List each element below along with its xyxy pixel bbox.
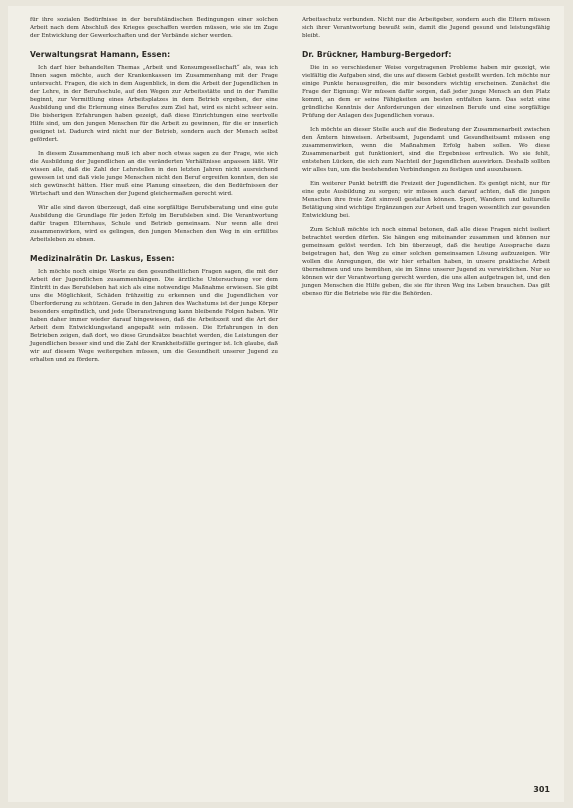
section-heading-hamann: Verwaltungsrat Hamann, Essen: xyxy=(30,50,171,59)
left-intro-paragraph: für ihre sozialen Bedürfnisse in der berufständischen Bedingungen einer solchen Arbeit nach dem Abschluß des Krieges geschaffen werden müssen, wie sie im Zuge der Entwicklung der Gewerkschaften und der Verbände sicher werden. xyxy=(30,17,278,39)
right-column xyxy=(302,16,550,304)
paragraph: Ein weiterer Punkt betrifft die Freizeit der Jugendlichen. Es genügt nicht, nur für eine gute Ausbildung zu sorgen; wir müssen auch darauf achten, daß die jungen Menschen ihre freie Zeit sinnvoll gestalten können. Sport, Wandern und kulturelle Betätigung sind wichtige Ergänzungen zur Arbeit und tragen wesentlich zur gesunden Entwicklung bei. xyxy=(302,181,550,219)
paragraph: Ich möchte noch einige Worte zu den gesundheitlichen Fragen sagen, die mit der Arbeit der Jugendlichen zusammenhängen. Die ärztliche Untersuchung vor dem Eintritt in das Berufsleben hat sich als eine notwendige Maßnahme erwiesen. Sie gibt uns die Möglichkeit, Schäden frühzeitig zu erkennen und die Jugendlichen vor Überforderung zu schützen. Gerade in den Jahren des Wachstums ist der junge Körper besonders empfindlich, und jede Überanstrengung kann bleibende Folgen haben. Wir haben daher immer wieder darauf hingewiesen, daß die Arbeitszeit und die Art der Arbeit dem Entwicklungsstand angepaßt sein müssen. Die Erfahrungen in den Betrieben zeigen, daß dort, wo diese Grundsätze beachtet werden, die Leistungen der Jugendlichen besser sind und die Zahl der Krankheitsfälle geringer ist. Ich glaube, daß wir auf diesem Wege weitergehen müssen, um die Gesundheit unserer Jugend zu erhalten und zu fördern. xyxy=(30,269,278,363)
paragraph: Die in so verschiedener Weise vorgetragenen Probleme haben mir gezeigt, wie vielfältig die Aufgaben sind, die uns auf diesem Gebiet gestellt werden. Ich möchte nur einige Punkte herausgreifen, die mir besonders wichtig erscheinen. Zunächst die Frage der Eignung: Wir müssen dafür sorgen, daß jeder junge Mensch an den Platz kommt, an dem er seine Fähigkeiten am besten entfalten kann. Das setzt eine gründliche Kenntnis der Anforderungen der einzelnen Berufe und eine sorgfältige Prüfung der Anlagen des Jugendlichen voraus. xyxy=(302,65,551,119)
section-heading-brueckner: Dr. Brückner, Hamburg-Bergedorf: xyxy=(302,50,452,59)
document-page xyxy=(8,6,564,802)
paragraph: Ich darf hier behandelten Themas „Arbeit und Konsumgesellschaft“ als, was ich Ihnen sagen möchte, auch der Krankenkassen im Zusammenhang mit der Frage untersucht. Fragen, die sich in dem Augenblick, in dem die Arbeit der Jugendlichen in der Lehre, in der Berufsschule, auf den Wegen zur Arbeitsstätte und in der Familie beginnt, zur Vermittlung eines Arbeitsplatzes in dem Betrieb ergeben, der eine Ausbildung und die Erlernung eines Berufes zum Ziel hat, wird es nicht schwer sein. Die bisherigen Erfahrungen haben gezeigt, daß diese Einrichtungen eine wertvolle Hilfe sind, um den jungen Menschen für die Arbeit zu gewinnen, für die er innerlich geeignet ist. Dadurch wird nicht nur der Betrieb, sondern auch der Mensch selbst gefördert. xyxy=(30,65,278,143)
paragraph: Wir alle sind davon überzeugt, daß eine sorgfältige Berufsberatung und eine gute Ausbildung die Grundlage für jeden Erfolg im Berufsleben sind. Die Verantwortung dafür tragen Elternhaus, Schule und Betrieb gemeinsam. Nur wenn alle drei zusammenwirken, wird es gelingen, den jungen Menschen den Weg in ein erfülltes Arbeitsleben zu ebnen. xyxy=(30,205,278,243)
section-heading-laskus: Medizinalrätin Dr. Laskus, Essen: xyxy=(30,254,175,263)
right-intro-paragraph: Arbeitsschutz verbunden. Nicht nur die Arbeitgeber, sondern auch die Eltern müssen sich ihrer Verantwortung bewußt sein, damit die Jugend gesund und leistungsfähig bleibt. xyxy=(302,17,550,39)
left-column xyxy=(30,16,278,370)
page-number: 301 xyxy=(533,785,550,794)
paragraph: Zum Schluß möchte ich noch einmal betonen, daß alle diese Fragen nicht isoliert betrachtet werden dürfen. Sie hängen eng miteinander zusammen und können nur gemeinsam gelöst werden. Ich bin überzeugt, daß die heutige Aussprache dazu beigetragen hat, den Weg zu einer solchen gemeinsamen Lösung aufzuzeigen. Wir wollen die Anregungen, die wir hier erhalten haben, in unsere praktische Arbeit übernehmen und uns bemühen, sie im Sinne unserer Jugend zu verwirklichen. Nur so können wir der Verantwortung gerecht werden, die uns allen aufgetragen ist, und den jungen Menschen die Hilfe geben, die sie für ihren Weg ins Leben brauchen. Das gilt ebenso für die Betriebe wie für die Behörden. xyxy=(302,227,550,297)
paragraph: In diesem Zusammenhang muß ich aber noch etwas sagen zu der Frage, wie sich die Ausbildung der Jugendlichen an die veränderten Verhältnisse anpassen läßt. Wir wissen alle, daß die Zahl der Lehrstellen in den letzten Jahren nicht ausreichend gewesen ist und daß viele junge Menschen nicht den Beruf ergreifen konnten, den sie sich gewünscht hätten. Hier muß eine Planung einsetzen, die den Bedürfnissen der Wirtschaft und den Wünschen der Jugend gleichermaßen gerecht wird. xyxy=(30,151,278,197)
paragraph: Ich möchte an dieser Stelle auch auf die Bedeutung der Zusammenarbeit zwischen den Ämtern hinweisen. Arbeitsamt, Jugendamt und Gesundheitsamt müssen eng zusammenwirken, wenn die Maßnahmen Erfolg haben sollen. Wo diese Zusammenarbeit gut funktioniert, sind die Ergebnisse erfreulich. Wo sie fehlt, entstehen Lücken, die sich zum Nachteil der Jugendlichen auswirken. Deshalb sollten wir alles tun, um die bestehenden Verbindungen zu festigen und auszubauen. xyxy=(302,127,550,173)
